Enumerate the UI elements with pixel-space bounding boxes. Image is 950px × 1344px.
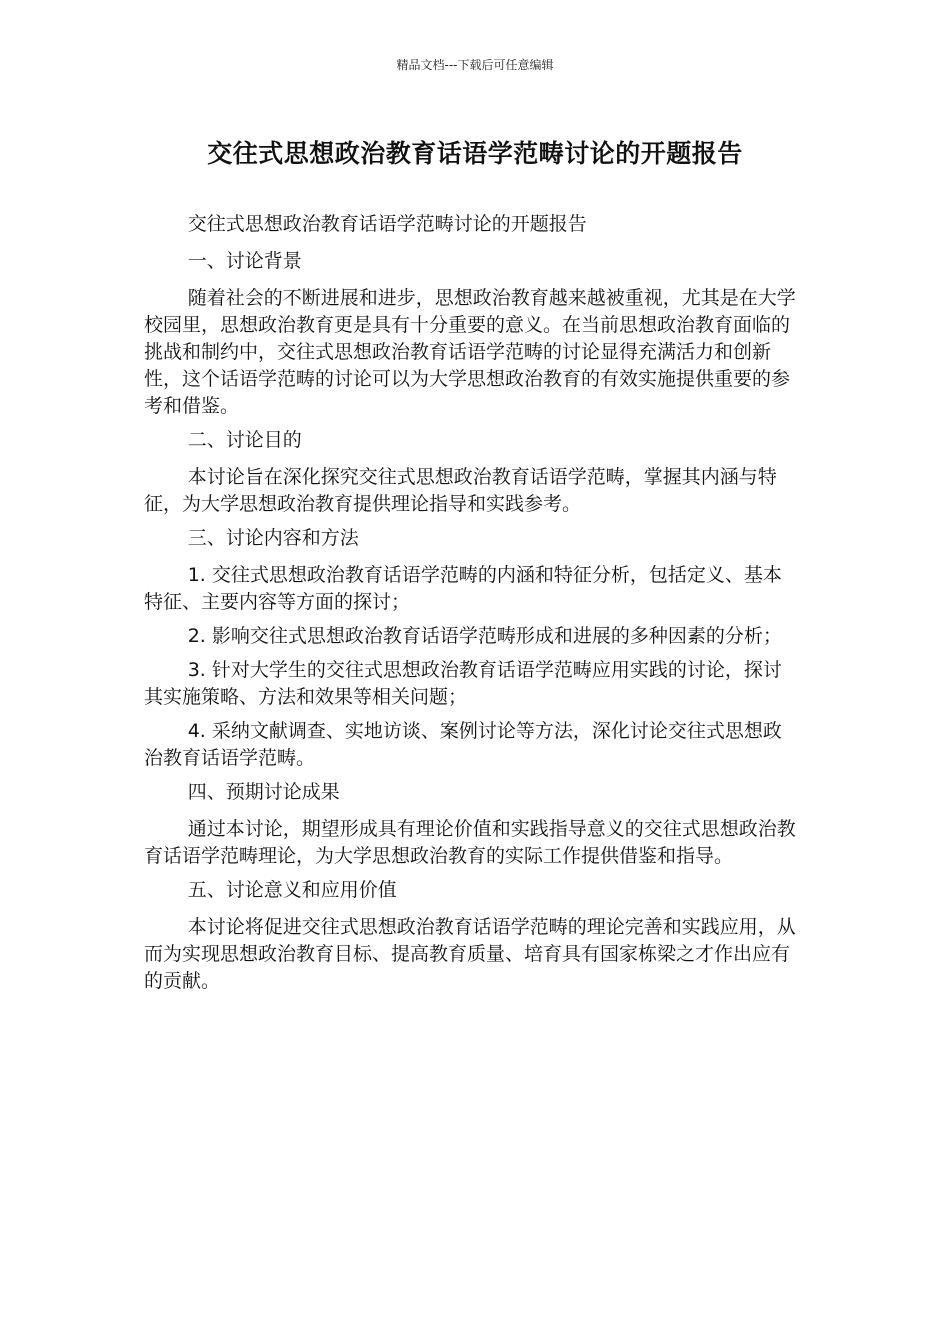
list-item-4: 4. 采纳文献调查、实地访谈、案例讨论等方法，深化讨论交往式思想政治教育话语学范畴。 <box>144 720 782 769</box>
list-item-2: 2. 影响交往式思想政治教育话语学范畴形成和进展的多种因素的分析； <box>187 625 782 647</box>
paragraph-purpose: 本讨论旨在深化探究交往式思想政治教育话语学范畴，掌握其内涵与特征，为大学思想政治教育提供理论指导和实践参考。 <box>144 466 777 515</box>
list-item-3: 3. 针对大学生的交往式思想政治教育话语学范畴应用实践的讨论，探讨其实施策略、方法和效果等相关问题； <box>144 659 782 708</box>
document-body <box>144 211 799 1002</box>
subtitle-line: 交往式思想政治教育话语学范畴讨论的开题报告 <box>187 213 587 235</box>
list-item-1: 1. 交往式思想政治教育话语学范畴的内涵和特征分析，包括定义、基本特征、主要内容等方面的探讨； <box>144 564 782 613</box>
section-heading-significance: 五、讨论意义和应用价值 <box>187 879 397 901</box>
paragraph-expected-results: 通过本讨论，期望形成具有理论价值和实践指导意义的交往式思想政治教育话语学范畴理论，为大学思想政治教育的实际工作提供借鉴和指导。 <box>144 818 796 867</box>
paragraph-significance: 本讨论将促进交往式思想政治教育话语学范畴的理论完善和实践应用，从而为实现思想政治教育目标、提高教育质量、培育具有国家栋梁之才作出应有的贡献。 <box>144 916 796 992</box>
header-note: 精品文档---下载后可任意编辑 <box>396 58 554 72</box>
section-heading-content-methods: 三、讨论内容和方法 <box>187 527 359 549</box>
document-title: 交往式思想政治教育话语学范畴讨论的开题报告 <box>207 139 743 168</box>
section-heading-purpose: 二、讨论目的 <box>187 429 302 451</box>
section-heading-expected-results: 四、预期讨论成果 <box>187 781 340 803</box>
paragraph-background: 随着社会的不断进展和进步，思想政治教育越来越被重视，尤其是在大学校园里，思想政治教育更是具有十分重要的意义。在当前思想政治教育面临的挑战和制约中，交往式思想政治教育话语学范畴的讨论显得充满活力和创新性，这个话语学范畴的讨论可以为大学思想政治教育的有效实施提供重要的参考和借鉴。 <box>144 287 796 417</box>
section-heading-background: 一、讨论背景 <box>187 250 302 272</box>
